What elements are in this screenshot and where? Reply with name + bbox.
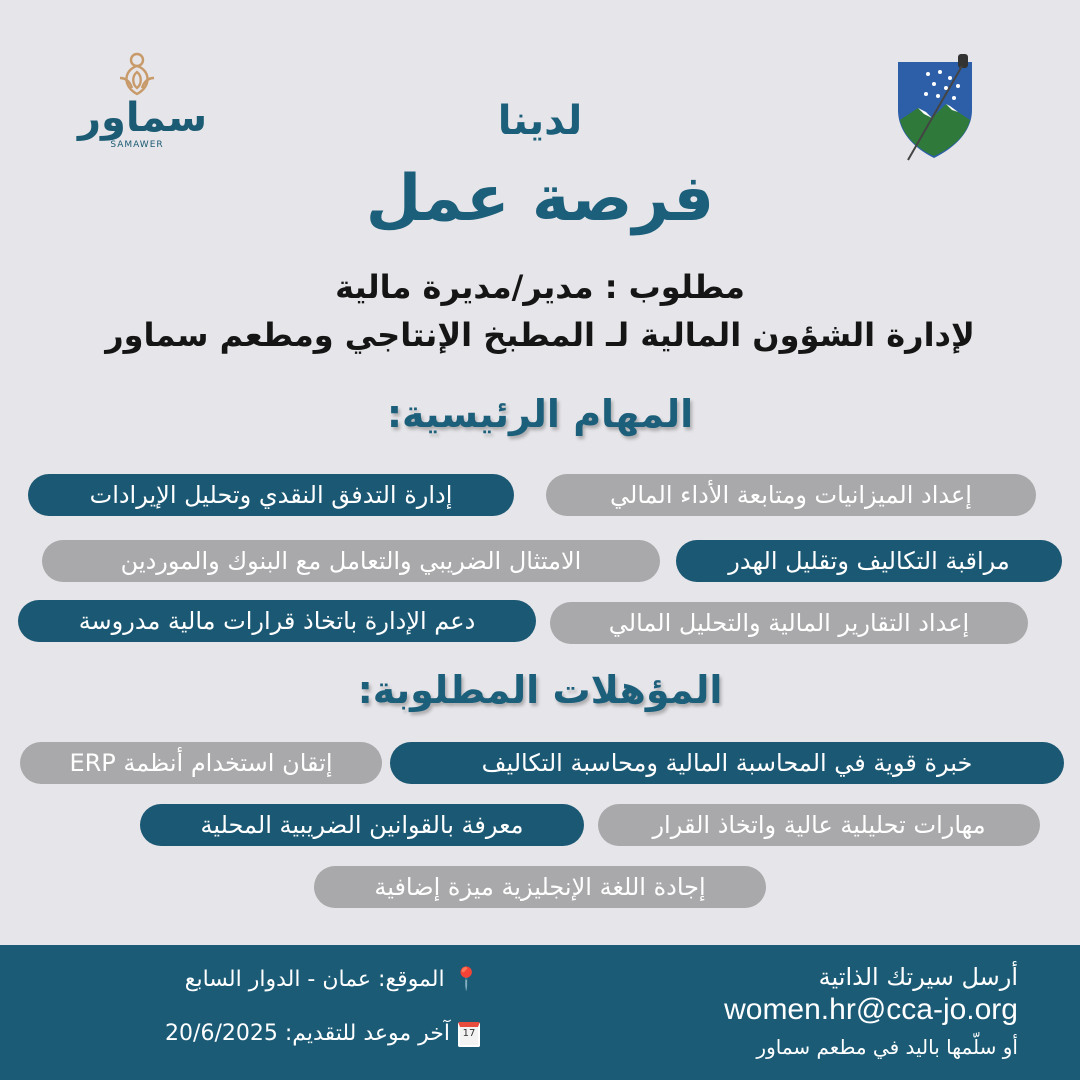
cv-email-link[interactable]: women.hr@cca-jo.org: [724, 993, 1018, 1026]
map-pin-icon: 📍: [452, 967, 480, 992]
footer-contact-bar: [0, 945, 1080, 1080]
location-row: [120, 967, 480, 992]
qualification-english-language: إجادة اللغة الإنجليزية ميزة إضافية: [314, 866, 766, 908]
samawer-brand-english: SAMAWER: [110, 140, 164, 150]
deadline-text: آخر موعد للتقديم: 20/6/2025: [165, 1021, 450, 1046]
qualification-erp-systems: إتقان استخدام أنظمة ERP: [20, 742, 382, 784]
deadline-row: [88, 1021, 480, 1047]
task-cost-control: مراقبة التكاليف وتقليل الهدر: [676, 540, 1062, 582]
samawer-brand-arabic: سماور: [78, 95, 208, 141]
location-text: الموقع: عمان - الدوار السابع: [184, 967, 445, 992]
heading-intro: لدينا: [497, 98, 583, 144]
calendar-icon: 17: [458, 1022, 480, 1047]
qualification-accounting-experience: خبرة قوية في المحاسبة المالية ومحاسبة التكاليف: [390, 742, 1064, 784]
job-department: لإدارة الشؤون المالية لـ المطبخ الإنتاجي ومطعم سماور: [105, 316, 975, 354]
samawer-logo: [78, 48, 208, 160]
shield-crest-icon: [888, 50, 980, 166]
qualification-tax-laws: معرفة بالقوانين الضريبية المحلية: [140, 804, 584, 846]
task-budget-preparation: إعداد الميزانيات ومتابعة الأداء المالي: [546, 474, 1036, 516]
qualification-analytical-skills: مهارات تحليلية عالية واتخاذ القرار: [598, 804, 1040, 846]
task-decision-support: دعم الإدارة باتخاذ قرارات مالية مدروسة: [18, 600, 536, 642]
crest-logo: [888, 50, 980, 166]
task-tax-compliance: الامتثال الضريبي والتعامل مع البنوك والموردين: [42, 540, 660, 582]
job-required-position: مطلوب : مدير/مديرة مالية: [335, 268, 745, 306]
cv-alt-delivery: أو سلّمها باليد في مطعم سماور: [756, 1035, 1018, 1059]
samawer-emblem-icon: [112, 48, 162, 98]
qualifications-section-title: المؤهلات المطلوبة:: [357, 668, 723, 712]
cv-submit-label: أرسل سيرتك الذاتية: [818, 963, 1018, 991]
page-title: فرصة عمل: [365, 162, 715, 236]
task-cashflow-management: إدارة التدفق النقدي وتحليل الإيرادات: [28, 474, 514, 516]
task-financial-reports: إعداد التقارير المالية والتحليل المالي: [550, 602, 1028, 644]
tasks-section-title: المهام الرئيسية:: [386, 392, 694, 436]
